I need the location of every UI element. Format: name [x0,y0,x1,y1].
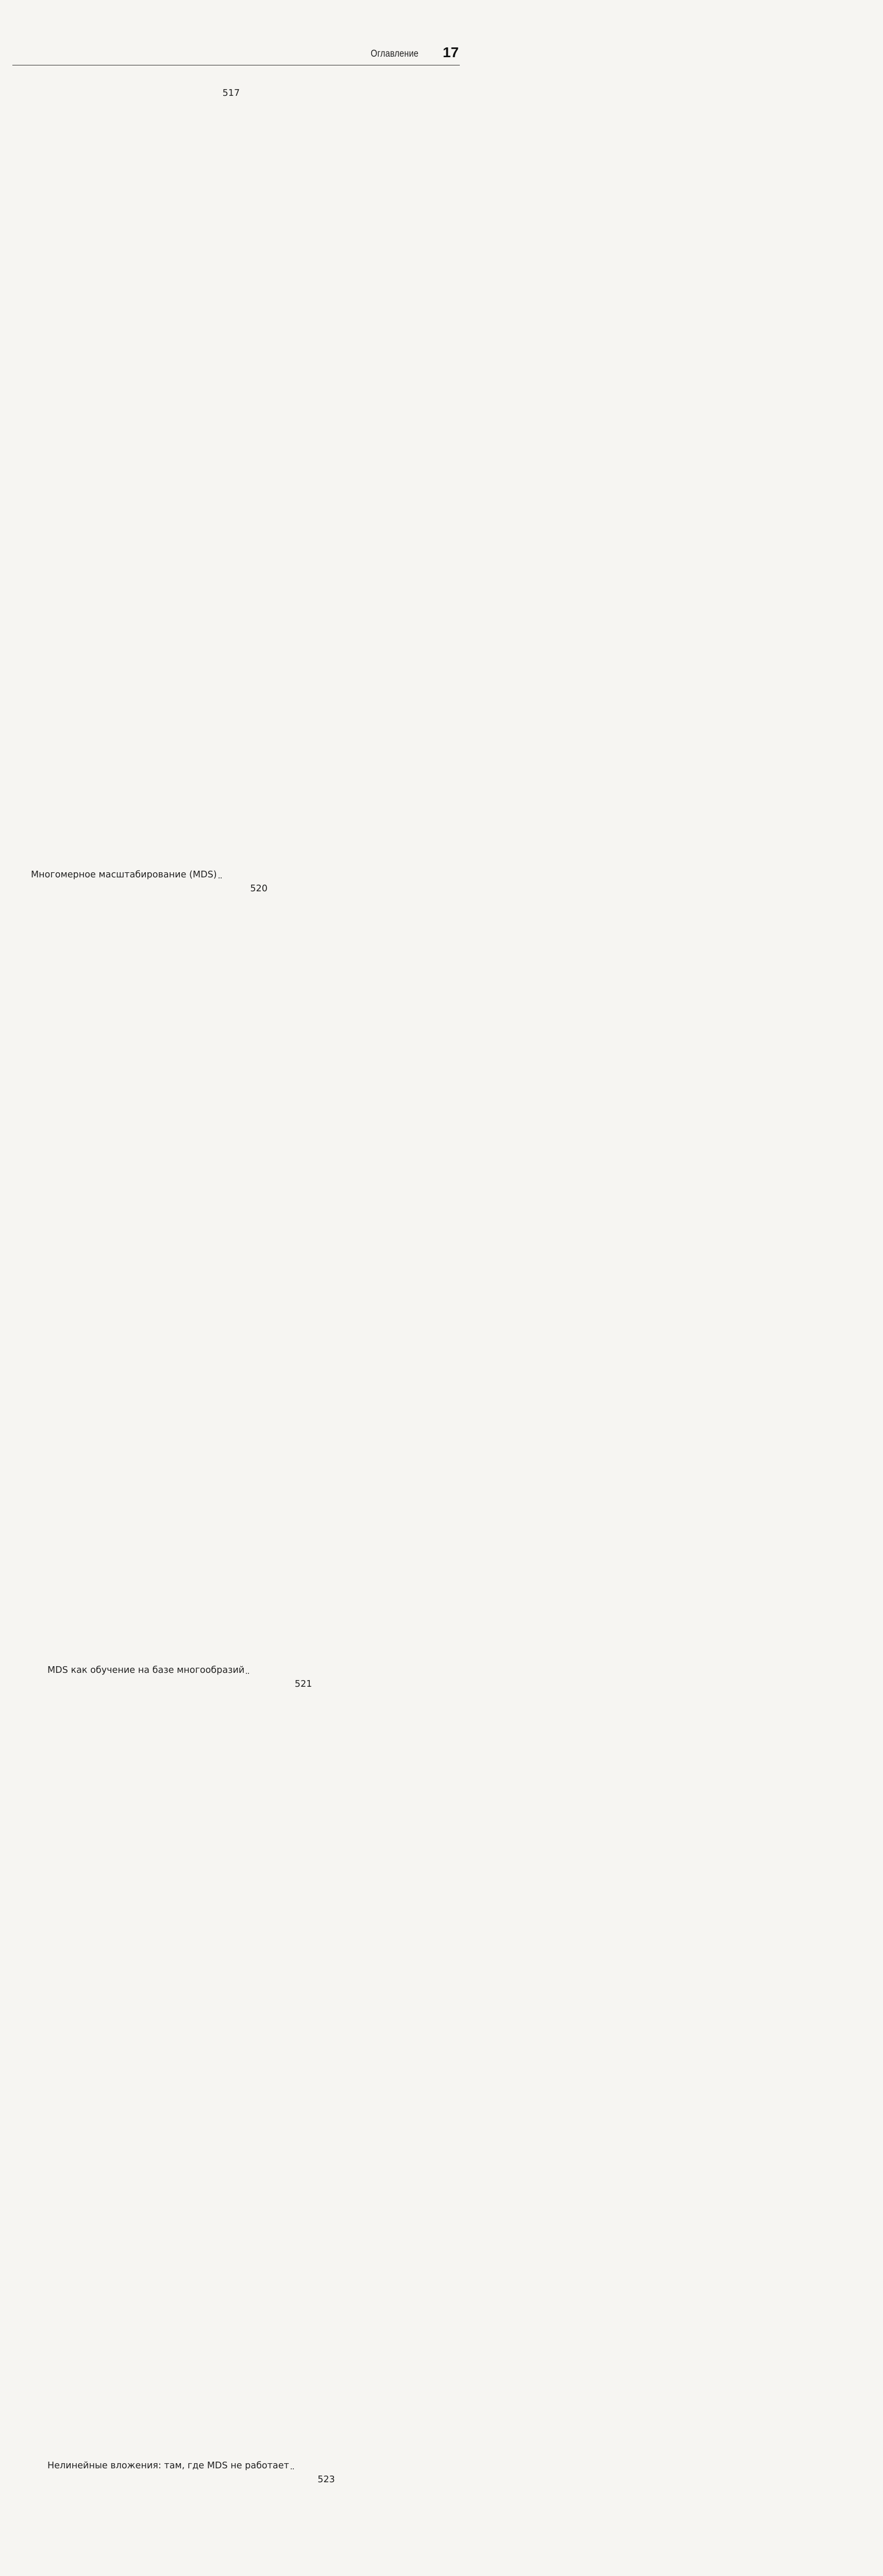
toc-entry-page: 520 [250,884,268,894]
page-number: 17 [442,44,459,60]
toc-group-ch46-continued [12,87,460,2576]
toc-entry-label: MDS как обучение на базе многообразий [47,1665,245,1675]
toc-entry-label: Многомерное масштабирование (MDS) [31,870,217,880]
toc-entry[interactable] [12,87,460,882]
toc-entry[interactable] [12,882,460,1677]
toc-entry[interactable] [12,2473,460,2576]
dot-leader [246,1673,249,1674]
dot-leader [219,877,222,878]
toc-entry-page: 521 [294,1679,312,1689]
toc-entry[interactable] [12,1677,460,2473]
toc-entry-page: 517 [222,88,240,98]
toc-entry-page: 523 [318,2475,335,2485]
table-of-contents [12,87,460,2576]
running-header [12,43,460,65]
dot-leader [291,2468,294,2469]
toc-entry-label: Нелинейные вложения: там, где MDS не работает [47,2461,289,2471]
header-title: Оглавление [371,48,419,59]
